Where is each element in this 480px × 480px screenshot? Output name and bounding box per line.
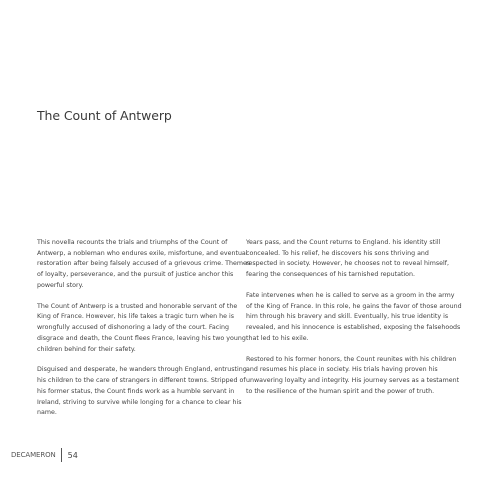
page-number: 54 (67, 450, 78, 460)
footer-divider (61, 448, 62, 462)
left-column (37, 238, 251, 429)
paragraph: Restored to his former honors, the Count reunites with his children and resumes his place in society. His trials having proven his unwavering loyalty and integrity. His journey serves as a testament to the resilience of the human spirit and the power of truth. (246, 355, 460, 395)
page-footer (11, 448, 78, 462)
paragraph: Disguised and desperate, he wanders through England, entrusting his children to the care of strangers in different towns. Stripped of his former status, the Count finds work as a humble servant in Ireland, striving to survive while longing for a chance to clear his name. (37, 366, 247, 417)
paragraph: This novella recounts the trials and triumphs of the Count of Antwerp, a nobleman who endures exile, misfortune, and eventual restoration after being falsely accused of a grievous crime. Themes of loyalty, perseverance, and the pursuit of justice anchor this powerful story. (37, 239, 251, 289)
right-column (246, 238, 462, 408)
paragraph: Fate intervenes when he is called to serve as a groom in the army of the King of France. In this role, he gains the favor of those around him through his bravery and skill. Eventually, his true identity is revealed, and his innocence is established, exposing the falsehoods that led to his exile. (246, 292, 462, 342)
page-title: The Count of Antwerp (37, 108, 172, 123)
paragraph: The Count of Antwerp is a trusted and honorable servant of the King of France. However, his life takes a tragic turn when he is wrongfully accused of dishonoring a lady of the court. Facing disgrace and death, the Count flees France, leaving his two young children behind for their safety. (37, 302, 246, 353)
paragraph: Years pass, and the Count returns to England. his identity still concealed. To his relief, he discovers his sons thriving and respected in society. However, he chooses not to reveal himself, fearing the consequences of his tarnished reputation. (246, 239, 449, 279)
footer-book-title: DECAMERON (11, 451, 56, 459)
